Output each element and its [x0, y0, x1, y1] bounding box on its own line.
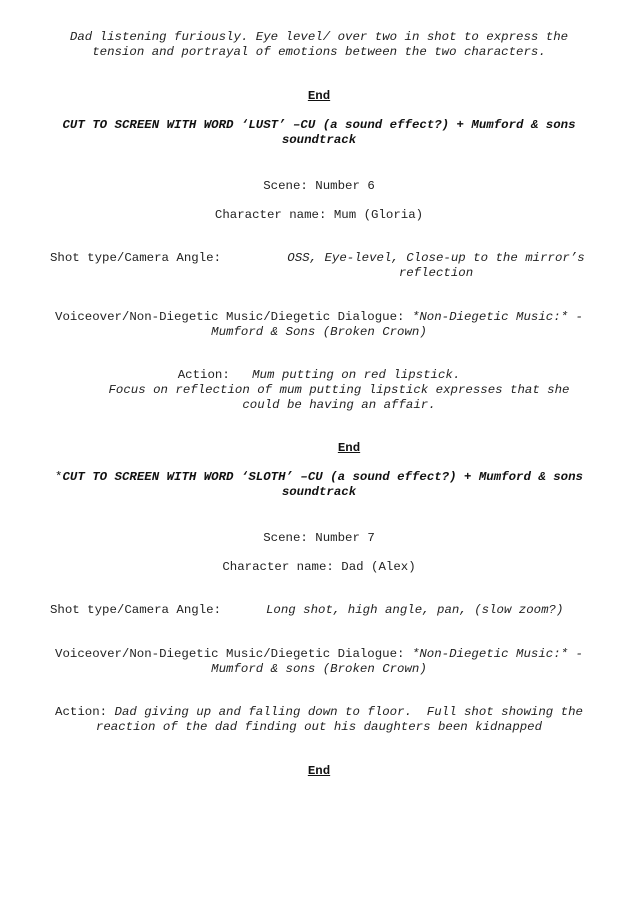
scene-6-shot-value	[236, 251, 636, 281]
scene-6-action-detail	[40, 383, 638, 413]
cut-lust-line-1: CUT TO SCREEN WITH WORD ‘LUST’ –CU (a sound effect?) + Mumford & sons	[62, 118, 576, 132]
scene-6-character: Character name: Mum (Gloria)	[214, 208, 424, 222]
scene-6-voice-value: *Non-Diegetic Music:* -	[411, 310, 583, 324]
scene-7-action-value-2: reaction of the dad finding out his daughters been kidnapped	[95, 720, 543, 734]
end-marker-2: End	[337, 441, 361, 455]
scene-6-shot-label: Shot type/Camera Angle:	[50, 251, 222, 265]
scene-6-voice-label: Voiceover/Non-Diegetic Music/Diegetic Dialogue:	[55, 310, 405, 324]
scene-7-number: Scene: Number 7	[263, 531, 375, 545]
scene-7-shot-label: Shot type/Camera Angle:	[50, 603, 222, 617]
scene-6-action-label: Action:	[177, 368, 230, 382]
scene-6-action-value: Mum putting on red lipstick.	[252, 368, 461, 382]
scene-6-voice-value-2: Mumford & Sons (Broken Crown)	[211, 325, 427, 339]
scene-7-voice-value: *Non-Diegetic Music:* -	[411, 647, 583, 661]
intro-line-1: Dad listening furiously. Eye level/ over two in shot to express the	[69, 30, 569, 44]
intro-line-2: tension and portrayal of emotions between the two characters.	[92, 45, 546, 59]
scene-7-action	[20, 705, 618, 735]
cut-sloth-prefix: *	[55, 470, 63, 484]
scene-7-voice	[20, 647, 618, 677]
scene-7-action-label: Action:	[55, 705, 108, 719]
scene-6-shot-line-2: reflection	[398, 266, 474, 280]
intro-text	[30, 30, 608, 60]
scene-6-action-line-3: could be having an affair.	[242, 398, 436, 412]
scene-7-voice-label: Voiceover/Non-Diegetic Music/Diegetic Dialogue:	[55, 647, 405, 661]
scene-6-action-line-2: Focus on reflection of mum putting lipstick expresses that she	[108, 383, 570, 397]
scene-7-action-value: Dad giving up and falling down to floor. Full shot showing the	[114, 705, 583, 719]
cut-sloth-line-1: CUT TO SCREEN WITH WORD ‘SLOTH’ –CU (a sound effect?) + Mumford & sons	[62, 470, 583, 484]
scene-6-shot-line-1: OSS, Eye-level, Close-up to the mirror’s	[287, 251, 585, 265]
end-marker-3: End	[307, 764, 331, 778]
scene-7-shot-value: Long shot, high angle, pan, (slow zoom?)	[266, 603, 564, 617]
end-marker-1: End	[307, 89, 331, 103]
cut-sloth-line-2: soundtrack	[281, 485, 357, 499]
cut-lust-line-2: soundtrack	[281, 133, 357, 147]
scene-6-voice	[20, 310, 618, 340]
cut-direction-lust	[30, 118, 608, 148]
scene-7-voice-value-2: Mumford & sons (Broken Crown)	[211, 662, 427, 676]
scene-6-number: Scene: Number 6	[263, 179, 375, 193]
scene-6-action	[30, 368, 608, 383]
cut-direction-sloth	[22, 470, 616, 500]
scene-7-character: Character name: Dad (Alex)	[222, 560, 416, 574]
